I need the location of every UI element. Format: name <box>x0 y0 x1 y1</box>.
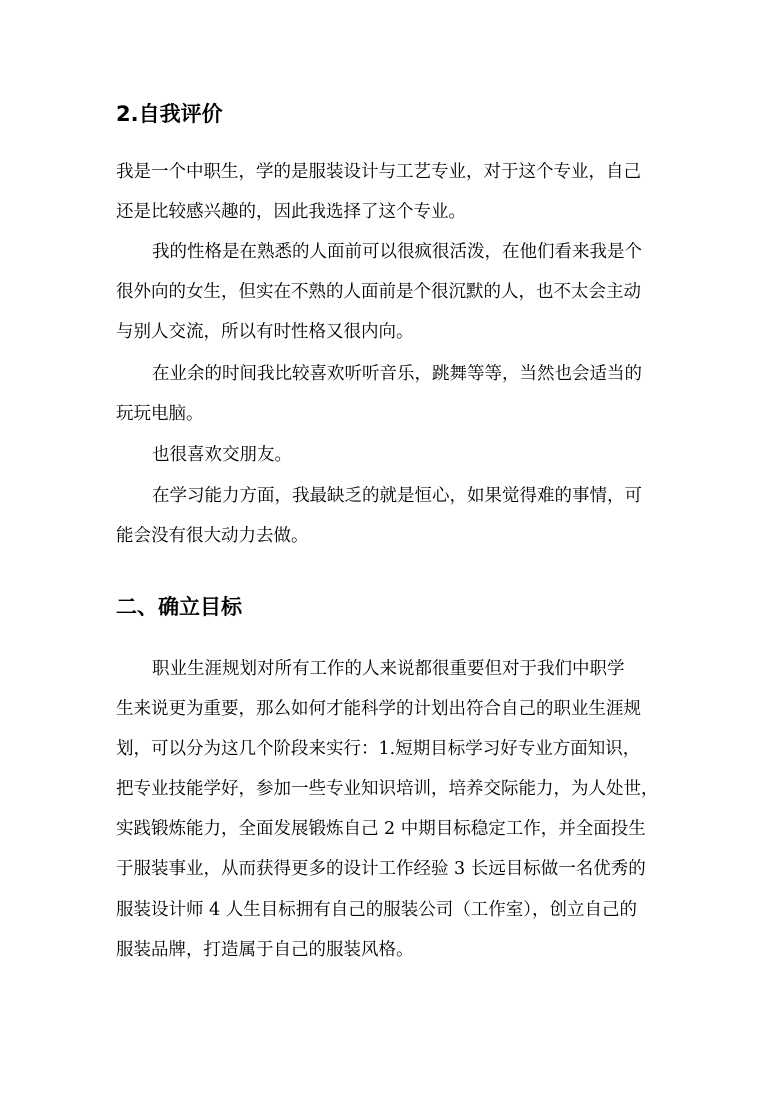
paragraph-line: 能会没有很大动力去做。 <box>116 526 309 546</box>
section-heading-set-goals: 二、确立目标 <box>116 595 242 619</box>
paragraph-line: 职业生涯规划对所有工作的人来说都很重要但对于我们中职学 <box>152 659 625 679</box>
paragraph-line: 划，可以分为这几个阶段来实行：1.短期目标学习好专业方面知识， <box>116 739 641 759</box>
paragraph-line: 我是一个中职生，学的是服装设计与工艺专业，对于这个专业，自己 <box>116 162 641 182</box>
paragraph-line: 在学习能力方面，我最缺乏的就是恒心，如果觉得难的事情，可 <box>152 486 642 506</box>
section-heading-self-evaluation: 2.自我评价 <box>116 102 223 126</box>
paragraph-line: 很外向的女生，但实在不熟的人面前是个很沉默的人，也不太会主动 <box>116 282 641 302</box>
paragraph-line: 把专业技能学好，参加一些专业知识培训，培养交际能力，为人处世， <box>116 779 659 799</box>
paragraph-line: 在业余的时间我比较喜欢听听音乐，跳舞等等，当然也会适当的 <box>152 364 642 384</box>
paragraph-line: 与别人交流，所以有时性格又很内向。 <box>116 322 414 342</box>
paragraph-line: 生来说更为重要，那么如何才能科学的计划出符合自己的职业生涯规 <box>116 699 641 719</box>
paragraph-line: 还是比较感兴趣的，因此我选择了这个专业。 <box>116 202 466 222</box>
paragraph-line: 也很喜欢交朋友。 <box>152 445 292 465</box>
paragraph-line: 服装设计师 4 人生目标拥有自己的服装公司（工作室），创立自己的 <box>116 900 638 920</box>
paragraph-line: 于服装事业，从而获得更多的设计工作经验 3 长远目标做一名优秀的 <box>116 859 646 879</box>
paragraph-line: 实践锻炼能力，全面发展锻炼自己 2 中期目标稳定工作，并全面投生 <box>116 819 646 839</box>
paragraph-line: 玩玩电脑。 <box>116 404 204 424</box>
paragraph-line: 服装品牌，打造属于自己的服装风格。 <box>116 940 414 960</box>
paragraph-line: 我的性格是在熟悉的人面前可以很疯很活泼，在他们看来我是个 <box>152 242 642 262</box>
